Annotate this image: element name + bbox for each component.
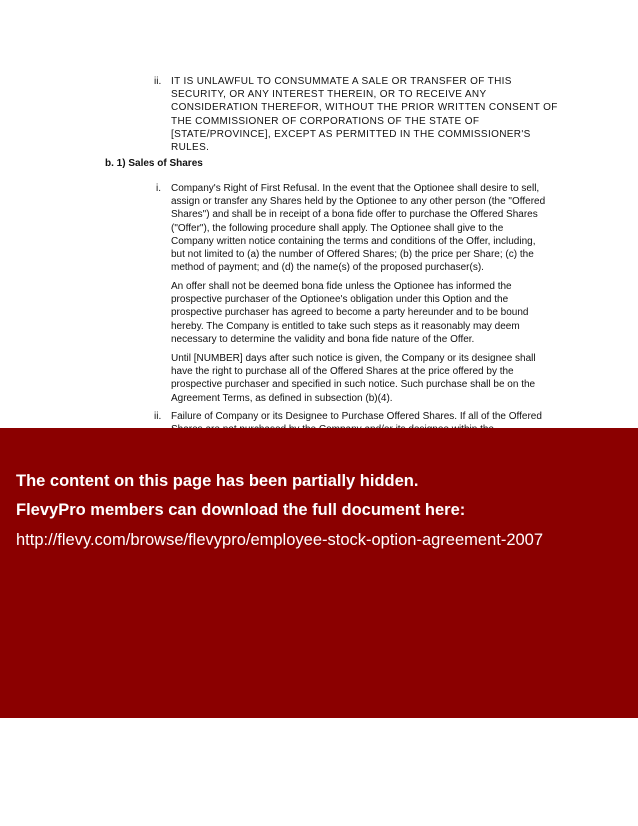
text-line: An offer shall not be deemed bona fide unless the Optionee has informed the [171, 281, 512, 292]
section-heading: b. 1) Sales of Shares [105, 158, 203, 169]
text-line: ("Offer"), the following procedure shall apply. The Optionee shall give to the [171, 222, 504, 234]
text-line: Until [NUMBER] days after such notice is given, the Company or its designee shall [171, 353, 536, 364]
text-line: THE COMMISSIONER OF CORPORATIONS OF THE STATE OF [171, 115, 480, 127]
text-line: Company written notice containing the terms and conditions of the Offer, including, [171, 235, 536, 247]
item-ii-text [171, 75, 558, 154]
offer-paragraph [171, 280, 528, 346]
text-line: but not limited to (a) the number of Offered Shares; (b) the price per Share; (c) the [171, 249, 534, 261]
text-line: have the right to purchase all of the Offered Shares at the price offered by the [171, 366, 514, 378]
until-paragraph [171, 352, 536, 405]
text-line: Failure of Company or its Designee to Purchase Offered Shares. If all of the Offered [171, 411, 542, 422]
text-line: SECURITY, OR ANY INTEREST THEREIN, OR TO RECEIVE ANY [171, 89, 487, 101]
text-line: prospective purchaser and specified in such notice. Such purchase shall be on the [171, 379, 536, 391]
hidden-content-overlay [0, 428, 638, 718]
text-line: [STATE/PROVINCE], EXCEPT AS PERMITTED IN THE COMMISSIONER'S [171, 128, 531, 140]
overlay-download-prompt: FlevyPro members can download the full document here: [16, 501, 466, 519]
text-line: Shares") and shall be in receipt of a bona fide offer to purchase the Offered Shares [171, 209, 538, 221]
text-line: CONSIDERATION THEREFOR, WITHOUT THE PRIOR WRITTEN CONSENT OF [171, 102, 558, 114]
item-i-marker: i. [156, 183, 161, 194]
overlay-notice: The content on this page has been partially hidden. [16, 472, 419, 490]
text-line: method of payment; and (d) the name(s) of the proposed purchaser(s). [171, 262, 484, 274]
item-ii-marker: ii. [154, 76, 162, 87]
item-i-text [171, 182, 545, 274]
item-ii-b-marker: ii. [154, 411, 162, 422]
text-line: Agreement Terms, as defined in subsection (b)(4). [171, 392, 393, 404]
text-line: IT IS UNLAWFUL TO CONSUMMATE A SALE OR TRANSFER OF THIS [171, 76, 512, 87]
text-line: Company's Right of First Refusal. In the event that the Optionee shall desire to sell, [171, 183, 540, 194]
text-line: hereby. The Company is entitled to take such steps as it reasonably may deem [171, 320, 520, 332]
download-link[interactable]: http://flevy.com/browse/flevypro/employee-stock-option-agreement-2007 [16, 531, 544, 549]
text-line: assign or transfer any Shares held by the Optionee to any other person (the "Offered [171, 196, 546, 208]
text-line: prospective purchaser has agreed to become a party hereunder and to be bound [171, 307, 529, 319]
text-line: necessary to determine the validity and bona fide nature of the Offer. [171, 333, 475, 345]
text-line: prospective purchaser of the Optionee's obligation under this Option and the [171, 294, 509, 306]
text-line: RULES. [171, 142, 210, 154]
